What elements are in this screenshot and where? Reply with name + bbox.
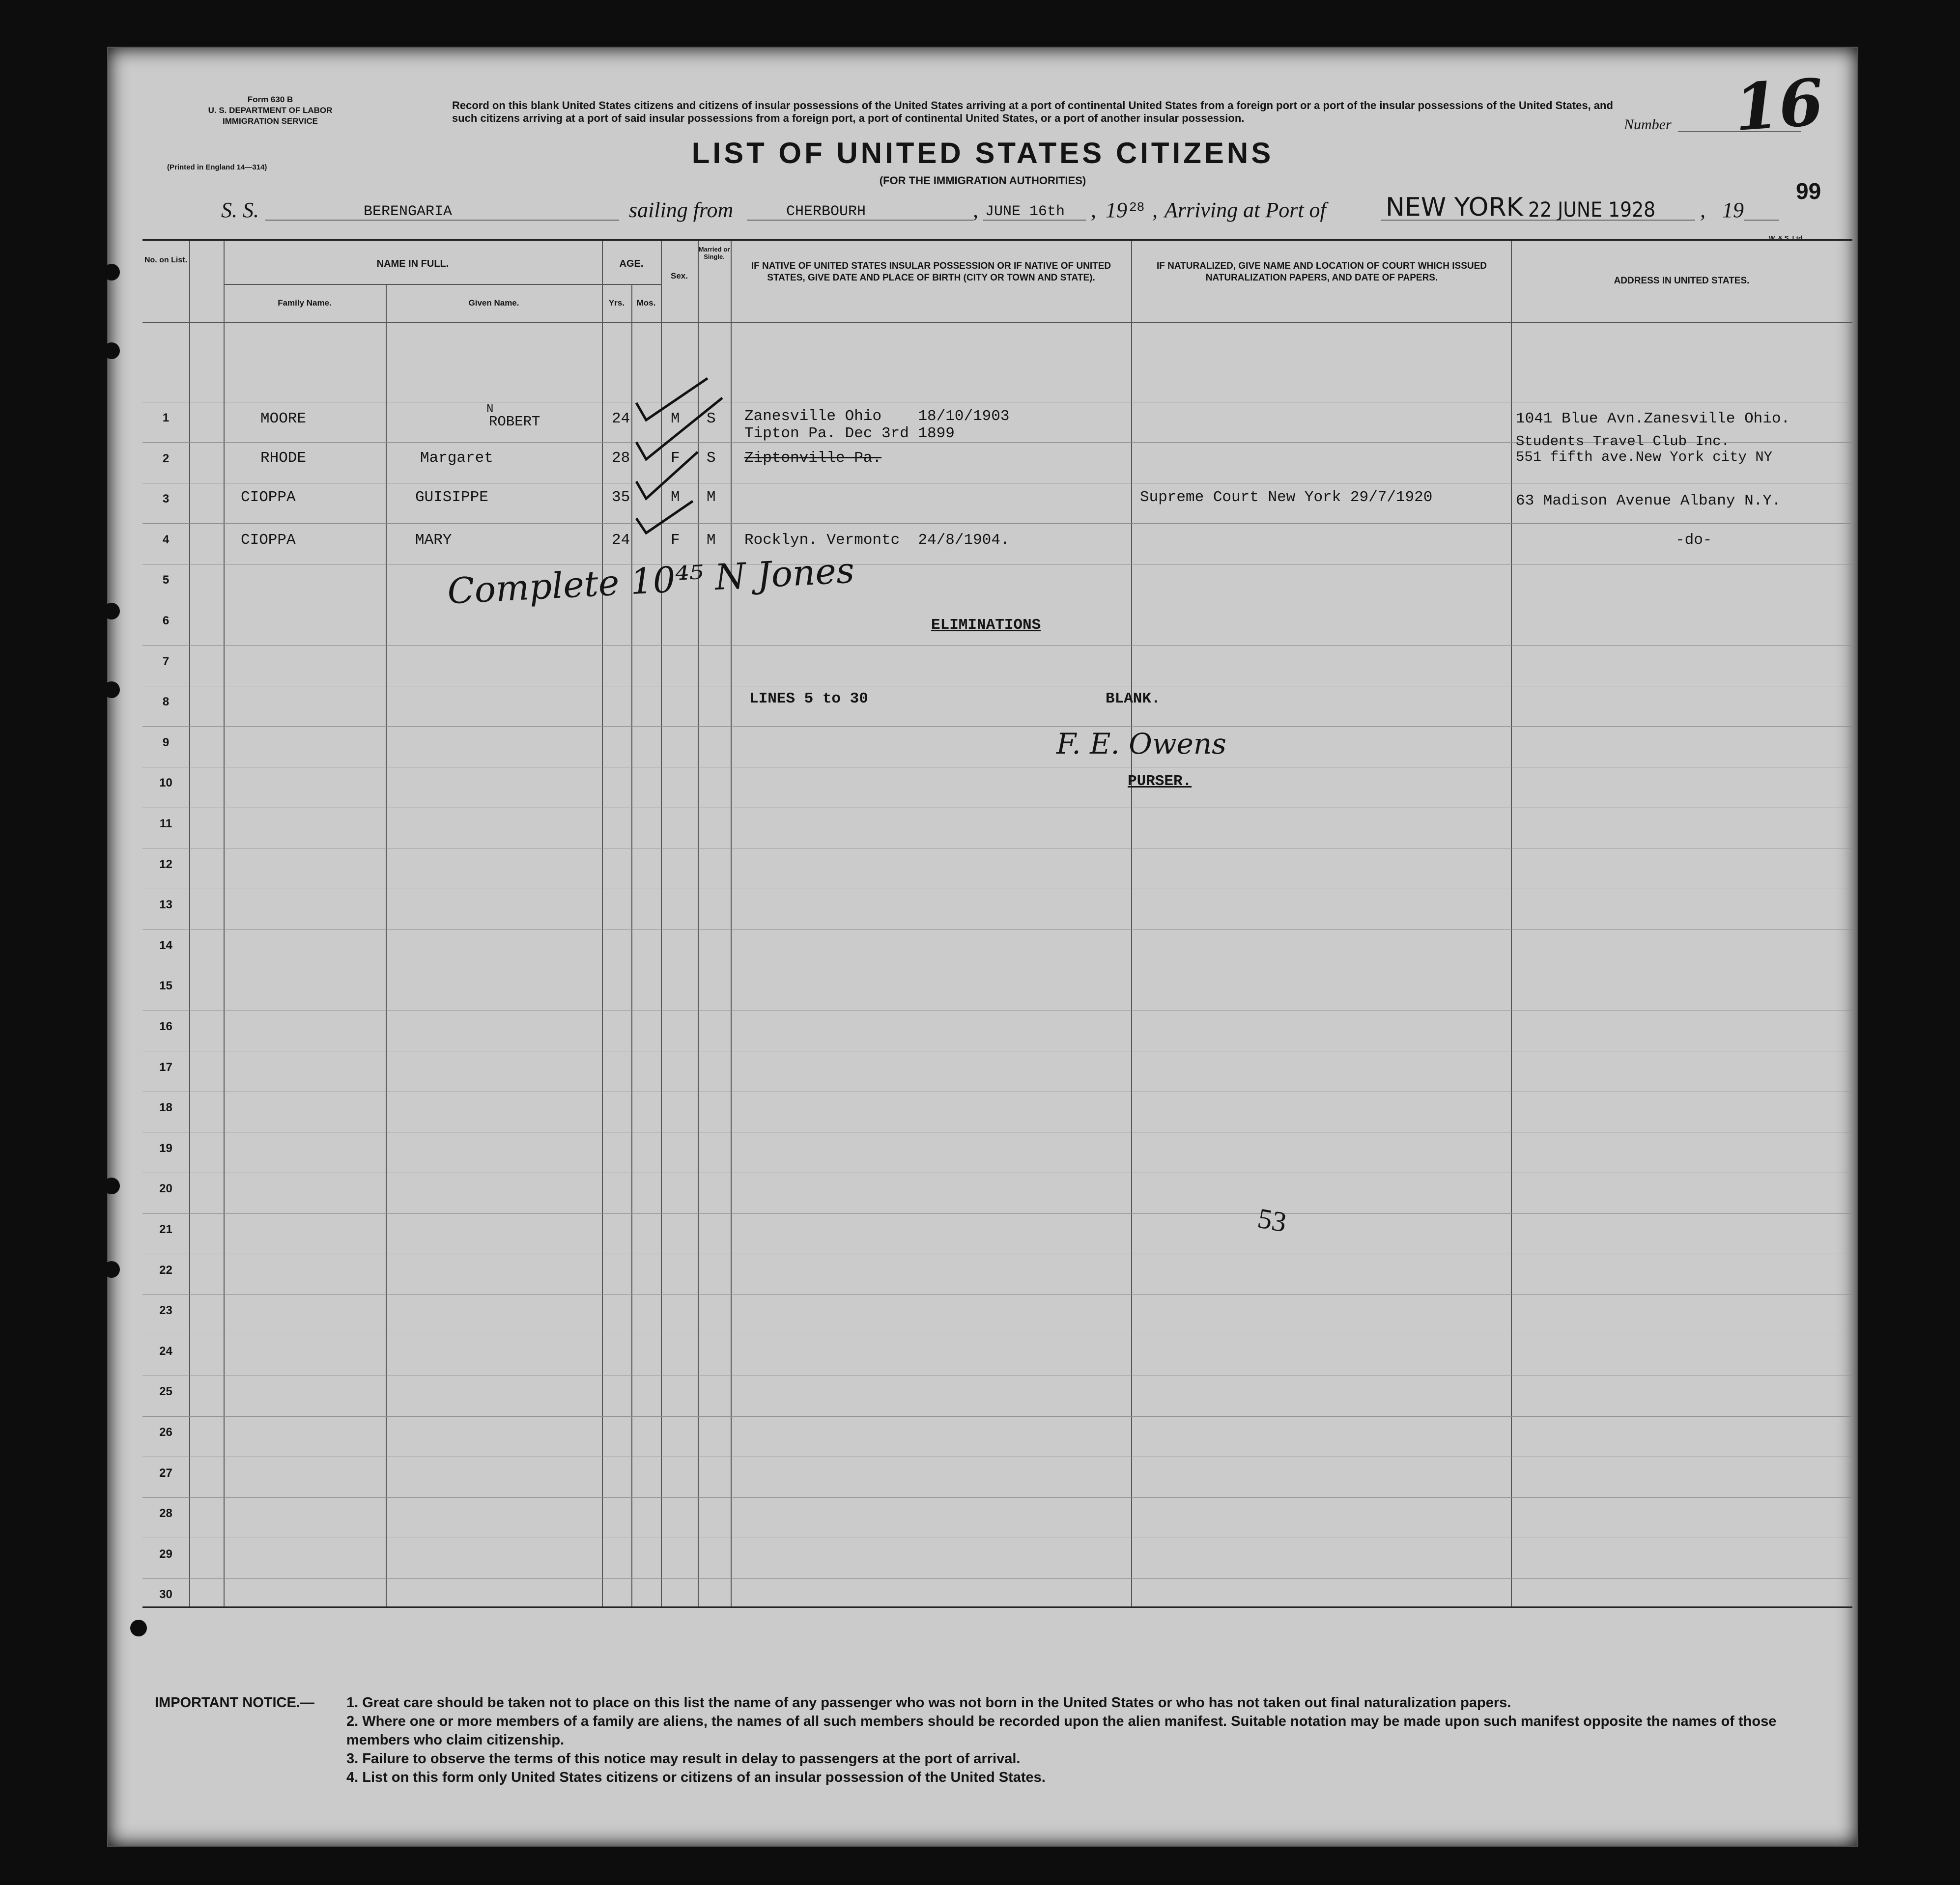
row-rule	[142, 1294, 1852, 1295]
row-number: 6	[162, 614, 170, 627]
row1-family: MOORE	[260, 410, 307, 427]
row1-yrs: 24	[612, 410, 630, 427]
row-rule	[142, 1578, 1852, 1579]
departure-port: CHERBOURH	[786, 203, 866, 220]
purser-signature: F. E. Owens	[1056, 727, 1226, 760]
notice-item: 3. Failure to observe the terms of this notice may result in delay to passengers at the port of arrival.	[346, 1751, 1021, 1767]
page-title: LIST OF UNITED STATES CITIZENS	[691, 137, 1274, 169]
binder-hole	[103, 1178, 120, 1194]
row3-naturalized: Supreme Court New York 29/7/1920	[1140, 489, 1433, 506]
row1-sex: M	[671, 410, 680, 427]
header-mos: Mos.	[636, 298, 656, 308]
row-number: 14	[159, 938, 172, 952]
row-number: 17	[159, 1060, 172, 1074]
row2-address-line1: Students Travel Club Inc.	[1516, 433, 1730, 450]
notice-item: 2. Where one or more members of a family are aliens, the names of all such members should be recorded upon the alien manifest. Suitable notation may be made upon such manifest opposite the names of those members who claim citizenship.	[346, 1714, 1777, 1748]
row-rule	[142, 645, 1852, 646]
row4-status: M	[707, 532, 716, 549]
binder-hole	[103, 681, 120, 698]
year-suffix: 28	[1129, 200, 1145, 215]
form-number: Form 630 B	[247, 95, 293, 104]
number-label: Number	[1624, 116, 1672, 133]
arriving-label: Arriving at Port of	[1165, 198, 1326, 222]
row-number: 5	[162, 573, 170, 587]
sailing-label: sailing from	[629, 198, 734, 222]
row2-address-line2: 551 fifth ave.New York city NY	[1516, 449, 1773, 465]
header-address: ADDRESS IN UNITED STATES.	[1614, 276, 1750, 286]
row4-given: MARY	[415, 532, 452, 549]
row2-yrs: 28	[612, 450, 630, 467]
eliminations-heading: ELIMINATIONS	[931, 617, 1041, 634]
service-name: IMMIGRATION SERVICE	[223, 116, 318, 126]
row-number: 8	[162, 695, 170, 709]
row-number: 1	[162, 411, 170, 424]
row4-yrs: 24	[612, 532, 630, 549]
arrival-port: NEW YORK	[1386, 193, 1523, 222]
row3-sex: M	[671, 489, 680, 506]
notice-label: IMPORTANT NOTICE.—	[155, 1695, 314, 1711]
row-rule	[142, 523, 1852, 524]
row-number: 20	[159, 1182, 172, 1196]
header-birth: IF NATIVE OF UNITED STATES INSULAR POSSESSION OR IF NATIVE OF UNITED STATES, GIVE DATE AND PLACE OF BIRTH (CITY OR TOWN AND STATE).	[751, 261, 1111, 283]
row3-given: GUISIPPE	[415, 489, 488, 506]
purser-label: PURSER.	[1128, 773, 1192, 790]
row3-address: 63 Madison Avenue Albany N.Y.	[1516, 492, 1781, 509]
notice-item: 1. Great care should be taken not to place on this list the name of any passenger who was not born in the United States or who has not taken out final naturalization papers.	[346, 1695, 1511, 1711]
header-married-single: Married or Single.	[698, 246, 730, 260]
row2-birth: Ziptonville Pa.	[744, 450, 882, 467]
row-number: 12	[159, 857, 172, 871]
row2-given: Margaret	[420, 450, 493, 467]
row-number: 18	[159, 1101, 172, 1115]
row-number: 13	[159, 898, 172, 912]
binder-hole	[103, 264, 120, 281]
form-header-block	[167, 94, 373, 127]
blank-label: BLANK.	[1106, 690, 1161, 707]
row4-family: CIOPPA	[241, 532, 296, 549]
row-number: 9	[162, 735, 170, 749]
row1-address: 1041 Blue Avn.Zanesville Ohio.	[1516, 410, 1790, 427]
binder-hole	[103, 1261, 120, 1278]
row1-status: S	[707, 410, 716, 427]
manifest-page: Form 630 B U. S. DEPARTMENT OF LABOR IMMIGRATION SERVICE (Printed in England 14—314) Record on this blank United States citizens and citizens of insular possessions of the United States arriving at a port of continental United States from a foreign port or a port of the insular possessions of the United States, and such citizens arriving at a port of said insular possessions from a foreign port, a port of continental United States, or a port of another insular possession. Number 16 LIST OF UNITED STATES CITIZENS (FOR THE IMMIGRATION AUTHORITIES) 99 S. S. BERENGARIA sailing from CHERBOURH , JUNE 16th , 19 28 , Arriving at Port of NEW YORK 22 JUNE 1928 , 19 W. & S. Ltd. No. on List. NAME IN FULL. Family Name. Given Name. AGE. Yrs. Mos. Sex. Married or Single. IF NATIVE OF UNITED STATES INSULAR POSSESSION OR IF NATIVE OF UNITED STATES, GIVE DATE AND PLACE OF BIRTH (CITY OR TOWN AND STATE). IF NATURALIZED, GIVE NAME AND LOCATION OF COURT WHICH ISSUED NATURALIZATION PAPERS, AND DATE OF PAPERS. ADDRESS IN UNITED STATES. 1 2 3 4 5 6 7 8 9 10 11 12 13 14 15 16 17 18 19 20 21 22 23 24 25 26 27 28 29 30 MOORE N ROBERT 24 M S Zanesville Ohio 18/10/1903 1041 Blue Avn.Zanesville Ohio. RHODE Margaret 28 F S Tipton Pa. Dec 3rd 1899 Ziptonville Pa. Students Travel Club Inc. 551 fifth ave.New York city NY CIOPPA GUISIPPE 35 M M Supreme Court New York 29/7/1920 63 Madison Avenue Albany N.Y. CIOPPA MARY 24 F M Rocklyn. Vermontc 24/8/1904. -do- Complete 10⁴⁵ N Jones ELIMINATIONS LINES 5 to 30 BLANK. F. E. Owens PURSER. 53 IMPORTANT NOTICE.— 1. Great care should be taken not to place on this list the name of any passenger who was not born in the United States or who has not taken out final naturalization papers. 2. Where one or more members of a family are aliens, the names of all such members should be recorded upon the alien manifest. Suitable notation may be made upon such manifest opposite the names of those members who claim citizenship. 3. Failure to observe the terms of this notice may result in delay to passengers at the port of arrival. 4. List on this form only United States citizens or citizens of an insular possession of the United States.	[107, 47, 1858, 1847]
row3-yrs: 35	[612, 489, 630, 506]
row1-given: ROBERT	[489, 414, 540, 430]
row-rule	[142, 1497, 1852, 1498]
row4-birth: Rocklyn. Vermontc 24/8/1904.	[744, 532, 1010, 549]
row-number: 23	[159, 1304, 172, 1318]
corner-mark: 99	[1796, 178, 1821, 204]
header-no: No. on List.	[144, 256, 188, 264]
row-number: 2	[162, 451, 170, 465]
header-yrs: Yrs.	[608, 298, 625, 308]
department-name: U. S. DEPARTMENT OF LABOR	[208, 106, 333, 115]
row4-address: -do-	[1676, 532, 1712, 549]
row-number: 27	[159, 1466, 172, 1480]
printed-note: (Printed in England 14—314)	[167, 163, 267, 171]
header-age: AGE.	[619, 258, 644, 269]
row-number: 22	[159, 1263, 172, 1277]
row-number: 19	[159, 1141, 172, 1155]
row3-status: M	[707, 489, 716, 506]
header-name-in-full: NAME IN FULL.	[376, 258, 449, 269]
row1-birth: Zanesville Ohio 18/10/1903	[744, 408, 1010, 425]
page-stamp: 53	[1255, 1202, 1289, 1238]
row-number: 7	[162, 654, 170, 668]
header-naturalized: IF NATURALIZED, GIVE NAME AND LOCATION OF COURT WHICH ISSUED NATURALIZATION PAPERS, AND DATE OF PAPERS.	[1156, 261, 1487, 283]
check-marks-icon	[634, 368, 742, 575]
notice-item: 4. List on this form only United States citizens or citizens of an insular possession of the United States.	[346, 1770, 1046, 1785]
departure-date: JUNE 16th	[985, 203, 1065, 220]
row-number: 15	[159, 979, 172, 993]
printer-mark: W. & S. Ltd.	[1769, 234, 1804, 242]
row-number: 4	[162, 533, 170, 546]
row2-family: RHODE	[260, 450, 307, 467]
row-number: 10	[159, 776, 172, 790]
row2-birth-correction: Tipton Pa. Dec 3rd 1899	[744, 425, 955, 442]
row-number: 28	[159, 1507, 172, 1520]
row-number: 30	[159, 1588, 172, 1602]
list-number: 16	[1732, 64, 1826, 146]
header-sex: Sex.	[671, 271, 688, 281]
binder-hole	[130, 1620, 147, 1636]
header-family-name: Family Name.	[278, 298, 332, 308]
row-rule	[142, 1416, 1852, 1417]
row1-given-mark: N	[486, 403, 494, 416]
binder-hole	[103, 342, 120, 359]
row-number: 24	[159, 1344, 172, 1358]
ss-label: S. S.	[221, 198, 259, 222]
year-prefix: 19	[1106, 198, 1127, 222]
row-number: 21	[159, 1223, 172, 1236]
row-rule	[142, 1213, 1852, 1214]
row2-sex: F	[671, 450, 680, 467]
row-number: 25	[159, 1385, 172, 1399]
row-number: 11	[159, 817, 172, 830]
row-number: 29	[159, 1547, 172, 1561]
binder-hole	[103, 603, 120, 619]
lines-blank: LINES 5 to 30	[749, 690, 868, 707]
row-rule	[142, 726, 1852, 727]
header-given-name: Given Name.	[468, 298, 519, 308]
year2-label: 19	[1722, 198, 1744, 222]
page-subtitle: (FOR THE IMMIGRATION AUTHORITIES)	[879, 174, 1086, 187]
row4-sex: F	[671, 532, 680, 549]
arrival-date-stamp: 22 JUNE 1928	[1528, 197, 1656, 222]
notice-list	[346, 1693, 1820, 1787]
intro-text: Record on this blank United States citizens and citizens of insular possessions of the United States arriving at a port of continental United States from a foreign port or a port of the insular possessions of the United States, and such citizens arriving at a port of said insular possessions from a foreign port, a port of continental United States, or a port of another insular possession.	[452, 99, 1613, 124]
row3-family: CIOPPA	[241, 489, 296, 506]
row2-status: S	[707, 450, 716, 467]
passenger-table	[142, 239, 1852, 1608]
row-number: 26	[159, 1426, 172, 1439]
handwritten-note: Complete 10⁴⁵ N Jones	[446, 549, 855, 612]
row-number: 16	[159, 1020, 172, 1033]
ship-name: BERENGARIA	[364, 203, 453, 220]
row-number: 3	[162, 492, 170, 506]
